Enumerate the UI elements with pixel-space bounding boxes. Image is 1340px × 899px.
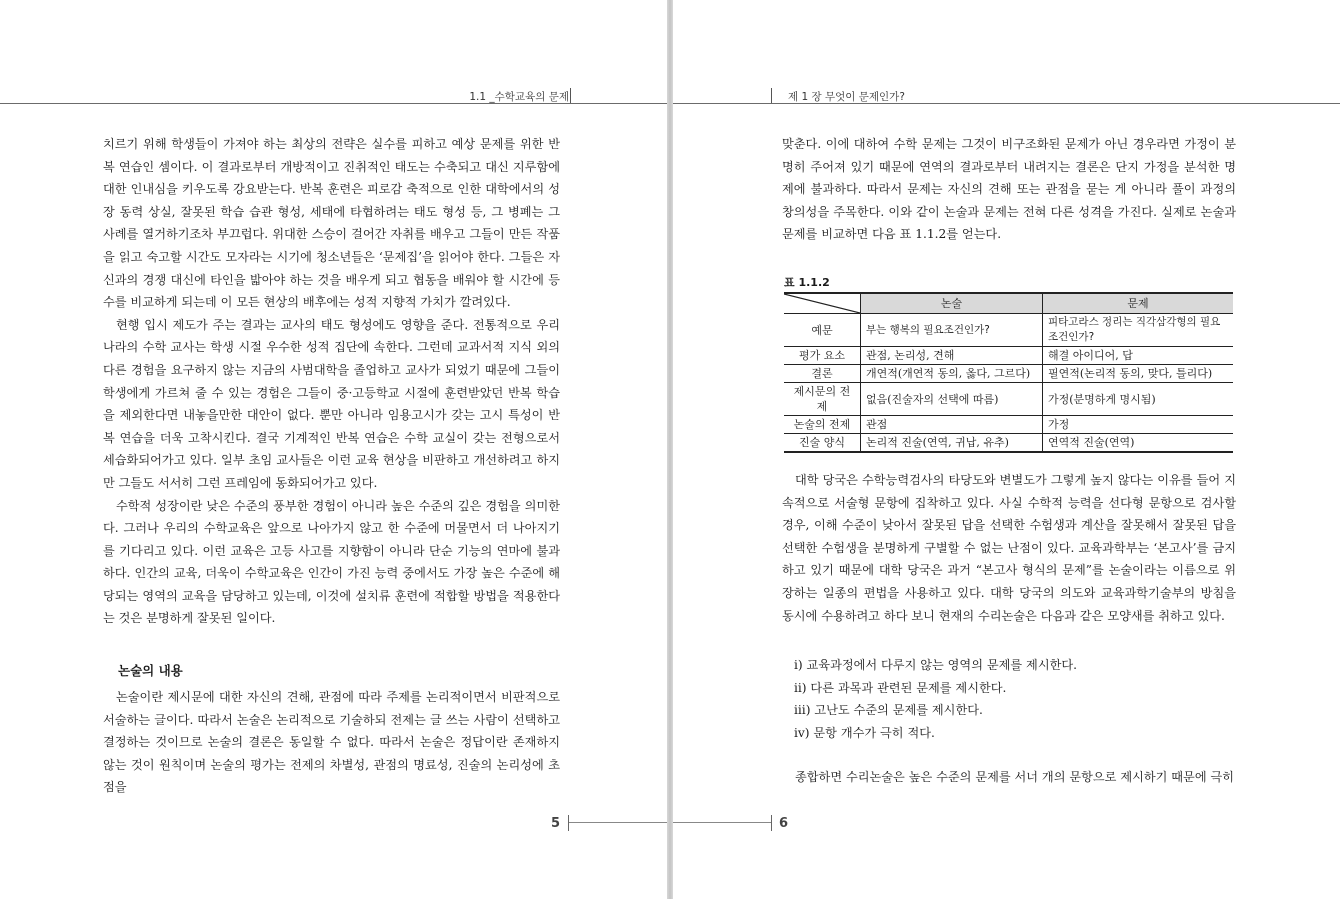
column-header-problem: 문제 bbox=[1043, 293, 1234, 314]
cell-essay: 개연적(개연적 동의, 옳다, 그르다) bbox=[861, 365, 1043, 383]
paragraph-2: 현행 입시 제도가 주는 결과는 교사의 태도 형성에도 영향을 준다. 전통적으로 우리나라의 수학 교사는 학생 시절 우수한 성적 집단에 속한다. 그런데 교과서적 지식 외의 다른 경험을 요구하지 않는 지금의 사범대학을 졸업하고 교사가 되었기 때문에 그들이 학생에게 가르쳐 줄 수 있는 경험은 그들이 중·고등학교 시절에 훈련받았던 반복 학습을 제외한다면 내놓을만한 대안이 없다. 뿐만 아니라 임용고시가 갖는 고시 특성이 반복 연습을 더욱 고착시킨다. 결국 기계적인 반복 연습은 수학 교실이 갖는 전형으로서 세습화되어가고 있다. 일부 초임 교사들은 이런 교육 현상을 비판하고 개선하려고 하지만 그들도 서서히 그런 프레임에 동화되어가고 있다. bbox=[103, 317, 560, 490]
footer-rule-left bbox=[569, 822, 667, 823]
header-tick-left bbox=[570, 88, 571, 103]
table-row bbox=[784, 434, 1233, 453]
row-label: 결론 bbox=[784, 365, 861, 383]
left-body bbox=[103, 133, 560, 630]
row-label: 예문 bbox=[784, 314, 861, 347]
header-rule-left bbox=[0, 103, 667, 104]
cell-problem: 가정(분명하게 명시됨) bbox=[1043, 383, 1234, 416]
cell-problem: 해결 아이디어, 답 bbox=[1043, 347, 1234, 365]
diagonal-line bbox=[784, 294, 860, 313]
right-intro bbox=[782, 133, 1236, 246]
running-header-left: 1.1 _수학교육의 문제 bbox=[469, 91, 569, 103]
cell-essay: 논리적 진술(연역, 귀납, 유추) bbox=[861, 434, 1043, 453]
cell-essay: 부는 행복의 필요조건인가? bbox=[861, 314, 1043, 347]
page-number-right: 6 bbox=[779, 816, 789, 831]
footer-tick-right bbox=[771, 815, 772, 831]
list-item: ⅰ) 교육과정에서 다루지 않는 영역의 문제를 제시한다. bbox=[794, 658, 1078, 672]
column-header-essay: 논술 bbox=[861, 293, 1043, 314]
header-tick-right bbox=[771, 88, 772, 103]
paragraph-summary: 종합하면 수리논술은 높은 수준의 문제를 서너 개의 문항으로 제시하기 때문에 극히 bbox=[795, 770, 1235, 784]
table-row bbox=[784, 365, 1233, 383]
table-header-row bbox=[784, 293, 1233, 314]
diagonal-header-cell bbox=[784, 293, 861, 314]
table-row bbox=[784, 416, 1233, 434]
row-label: 논술의 전제 bbox=[784, 416, 861, 434]
cell-essay: 관점 bbox=[861, 416, 1043, 434]
footer-tick-left bbox=[568, 815, 569, 831]
cell-problem: 필연적(논리적 동의, 맞다, 틀리다) bbox=[1043, 365, 1234, 383]
section-body bbox=[103, 686, 560, 799]
header-rule-right bbox=[673, 103, 1340, 104]
right-body-2 bbox=[782, 469, 1236, 627]
page-number-left: 5 bbox=[551, 816, 561, 831]
table-row bbox=[784, 347, 1233, 365]
cell-problem: 연역적 진술(연역) bbox=[1043, 434, 1234, 453]
running-header-right: 제 1 장 무엇이 문제인가? bbox=[788, 91, 905, 103]
list-item: ⅱ) 다른 과목과 관련된 문제를 제시한다. bbox=[794, 680, 1007, 695]
cell-problem: 가정 bbox=[1043, 416, 1234, 434]
section-paragraph: 논술이란 제시문에 대한 자신의 견해, 관점에 따라 주제를 논리적이면서 비판적으로 서술하는 글이다. 따라서 논술은 논리적으로 기술하되 전제는 글 쓰는 사람이 선택하고 결정하는 것이므로 논술의 결론은 동일할 수 없다. 따라서 논술은 정답이란 존재하지 않는 것이 원칙이며 논술의 평가는 전제의 차별성, 관점의 명료성, 진술의 논리성에 초점을 bbox=[103, 690, 560, 795]
footer-rule-right bbox=[673, 822, 771, 823]
table-row bbox=[784, 314, 1233, 347]
paragraph-universities: 대학 당국은 수학능력검사의 타당도와 변별도가 그렇게 높지 않다는 이유를 들어 지속적으로 서술형 문항에 집착하고 있다. 사실 수학적 능력을 선다형 문항으로 검사할 경우, 이해 수준이 낮아서 잘못된 답을 선택한 수험생과 계산을 잘못해서 잘못된 답을 선택한 수험생을 분명하게 구별할 수 없는 난점이 있다. 교육과학부는 ‘본고사’를 금지하고 있기 때문에 대학 당국은 과거 “본고사 형식의 문제”를 논술이라는 이름으로 위장하는 일종의 편법을 사용하고 있다. 대학 당국의 의도와 교육과학기술부의 방침을 동시에 수용하려고 하다 보니 현재의 수리논술은 다음과 같은 모양새를 취하고 있다. bbox=[782, 473, 1236, 623]
numbered-list bbox=[794, 654, 1077, 744]
paragraph-3: 수학적 성장이란 낮은 수준의 풍부한 경험이 아니라 높은 수준의 깊은 경험을 의미한다. 그러나 우리의 수학교육은 앞으로 나아가지 않고 한 수준에 머물면서 더 나아지기를 기다리고 있다. 이런 교육은 고등 사고를 지향함이 아니라 단순 기능의 연마에 불과하다. 인간의 교육, 더욱이 수학교육은 인간이 가진 능력 중에서도 가장 높은 수준에 해당되는 영역의 교육을 담당하고 있는데, 이것에 설치류 훈련에 적합할 방법을 적용한다는 것은 분명하게 잘못된 일이다. bbox=[103, 498, 560, 626]
right-body-3 bbox=[782, 766, 1236, 789]
list-item: ⅳ) 문항 개수가 극히 적다. bbox=[794, 725, 935, 740]
intro-paragraph: 맞춘다. 이에 대하여 수학 문제는 그것이 비구조화된 문제가 아닌 경우라면 가정이 분명히 주어져 있기 때문에 연역의 결과로부터 내려지는 결론은 단지 가정을 분석한 명제에 불과하다. 따라서 문제는 자신의 견해 또는 관점을 묻는 게 아니라 풀이 과정의 창의성을 주목한다. 이와 같이 논술과 문제는 전혀 다른 성격을 가진다. 실제로 논술과 문제를 비교하면 다음 표 1.1.2를 얻는다. bbox=[782, 137, 1236, 242]
cell-problem: 피타고라스 정리는 직각삼각형의 필요조건인가? bbox=[1043, 314, 1234, 347]
left-page bbox=[0, 0, 667, 899]
cell-essay: 없음(진술자의 선택에 따름) bbox=[861, 383, 1043, 416]
paragraph-1: 치르기 위해 학생들이 가져야 하는 최상의 전략은 실수를 피하고 예상 문제를 위한 반복 연습인 셈이다. 이 결과로부터 개방적이고 진취적인 태도는 수축되고 대신 지루함에 대한 인내심을 키우도록 강요받는다. 반복 훈련은 피로감 축적으로 인한 대학에서의 성장 동력 상실, 잘못된 학습 습관 형성, 세태에 타협하려는 태도 형성 등, 그 병폐는 그 사례를 열거하기조차 부끄럽다. 위대한 스승이 걸어간 자취를 배우고 그들이 만든 작품을 읽고 숙고할 시간도 모자라는 시기에 청소년들은 ‘문제집’을 읽어야 한다. 그들은 자신과의 경쟁 대신에 타인을 밟아야 하는 것을 배우게 되고 협동을 배워야 할 시간에 등수를 비교하게 되는데 이 모든 현상의 배후에는 성적 지향적 가치가 깔려있다. bbox=[103, 137, 560, 310]
section-heading: 논술의 내용 bbox=[118, 663, 183, 678]
row-label: 진술 양식 bbox=[784, 434, 861, 453]
row-label: 제시문의 전제 bbox=[784, 383, 861, 416]
table-title: 표 1.1.2 bbox=[784, 276, 830, 289]
row-label: 평가 요소 bbox=[784, 347, 861, 365]
table-row bbox=[784, 383, 1233, 416]
cell-essay: 관점, 논리성, 견해 bbox=[861, 347, 1043, 365]
list-item: ⅲ) 고난도 수준의 문제를 제시한다. bbox=[794, 703, 983, 718]
comparison-table bbox=[784, 292, 1233, 453]
